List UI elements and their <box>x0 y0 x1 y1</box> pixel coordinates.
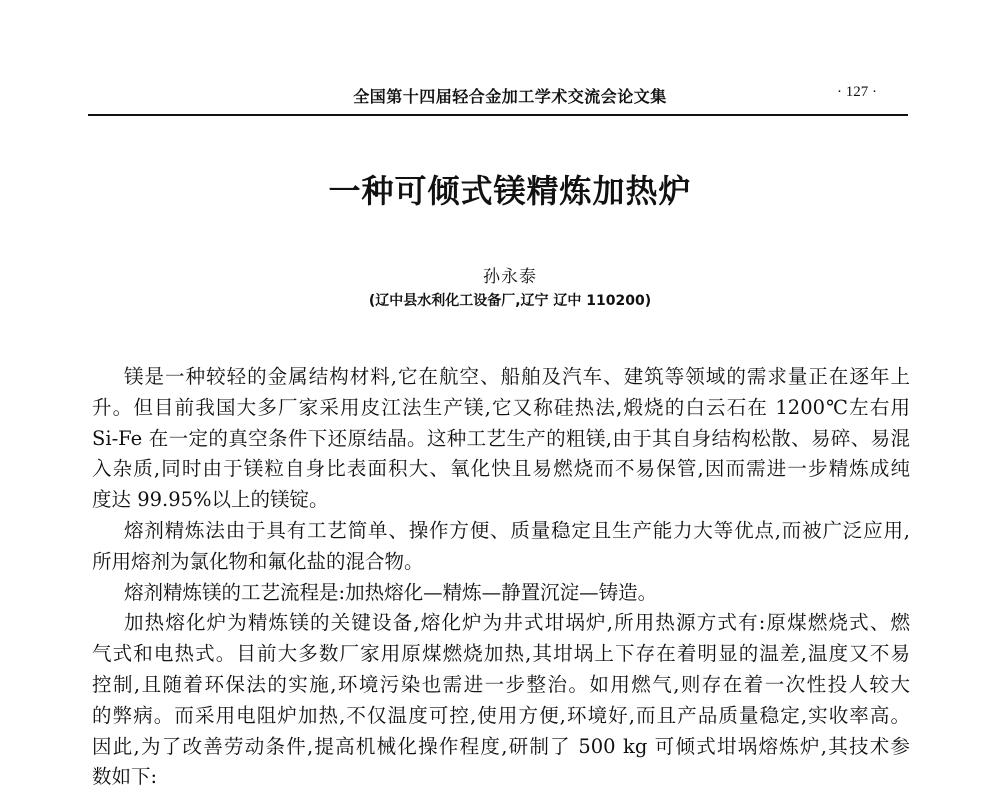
header-rule <box>88 114 908 116</box>
text-line: 数如下: <box>92 765 158 789</box>
text-line: 升。但目前我国大多厂家采用皮江法生产镁,它又称硅热法,煅烧的白云石在 1200℃左右用 <box>92 395 910 419</box>
author: 孙永泰 <box>483 267 537 287</box>
text-line: 入杂质,同时由于镁粒自身比表面积大、氧化快且易燃烧而不易保管,因而需进一步精炼成纯 <box>92 457 910 481</box>
running-header <box>0 84 1000 104</box>
affiliation: (辽中县水利化工设备厂,辽宁 辽中 110200) <box>368 293 652 309</box>
page-number: · 127 · <box>837 84 877 100</box>
text-line: Si-Fe 在一定的真空条件下还原结晶。这种工艺生产的粗镁,由于其自身结构松散、易碎、易混 <box>92 426 910 450</box>
text-line: 控制,且随着环保法的实施,环境污染也需进一步整治。如用燃气,则存在着一次性投人较大 <box>92 672 910 696</box>
text-line: 的弊病。而采用电阻炉加热,不仅温度可控,使用方便,环境好,而且产品质量稳定,实收率高。 <box>92 703 910 727</box>
text-line: 气式和电热式。目前大多数厂家用原煤燃烧加热,其坩埚上下存在着明显的温差,温度又不易 <box>92 642 910 666</box>
text-line: 镁是一种较轻的金属结构材料,它在航空、船舶及汽车、建筑等领域的需求量正在逐年上 <box>124 365 910 388</box>
text-line: 加热熔化炉为精炼镁的关键设备,熔化炉为井式坩埚炉,所用热源方式有:原煤燃烧式、燃 <box>124 611 910 635</box>
text-line: 熔剂精炼法由于具有工艺简单、操作方便、质量稳定且生产能力大等优点,而被广泛应用, <box>124 518 910 542</box>
journal-title: 全国第十四届轻合金加工学术交流会论文集 <box>353 87 667 106</box>
text-line: 度达 99.95%以上的镁锭。 <box>92 488 329 512</box>
text-line: 所用熔剂为氯化物和氟化盐的混合物。 <box>92 549 424 573</box>
text-line: 因此,为了改善劳动条件,提高机械化操作程度,研制了 500 kg 可倾式坩埚熔炼炉,其技术参 <box>92 734 910 758</box>
text-line: 熔剂精炼镁的工艺流程是:加热熔化—精炼—静置沉淀—铸造。 <box>124 580 658 604</box>
paper-title: 一种可倾式镁精炼加热炉 <box>328 172 692 210</box>
body-text <box>92 362 910 793</box>
